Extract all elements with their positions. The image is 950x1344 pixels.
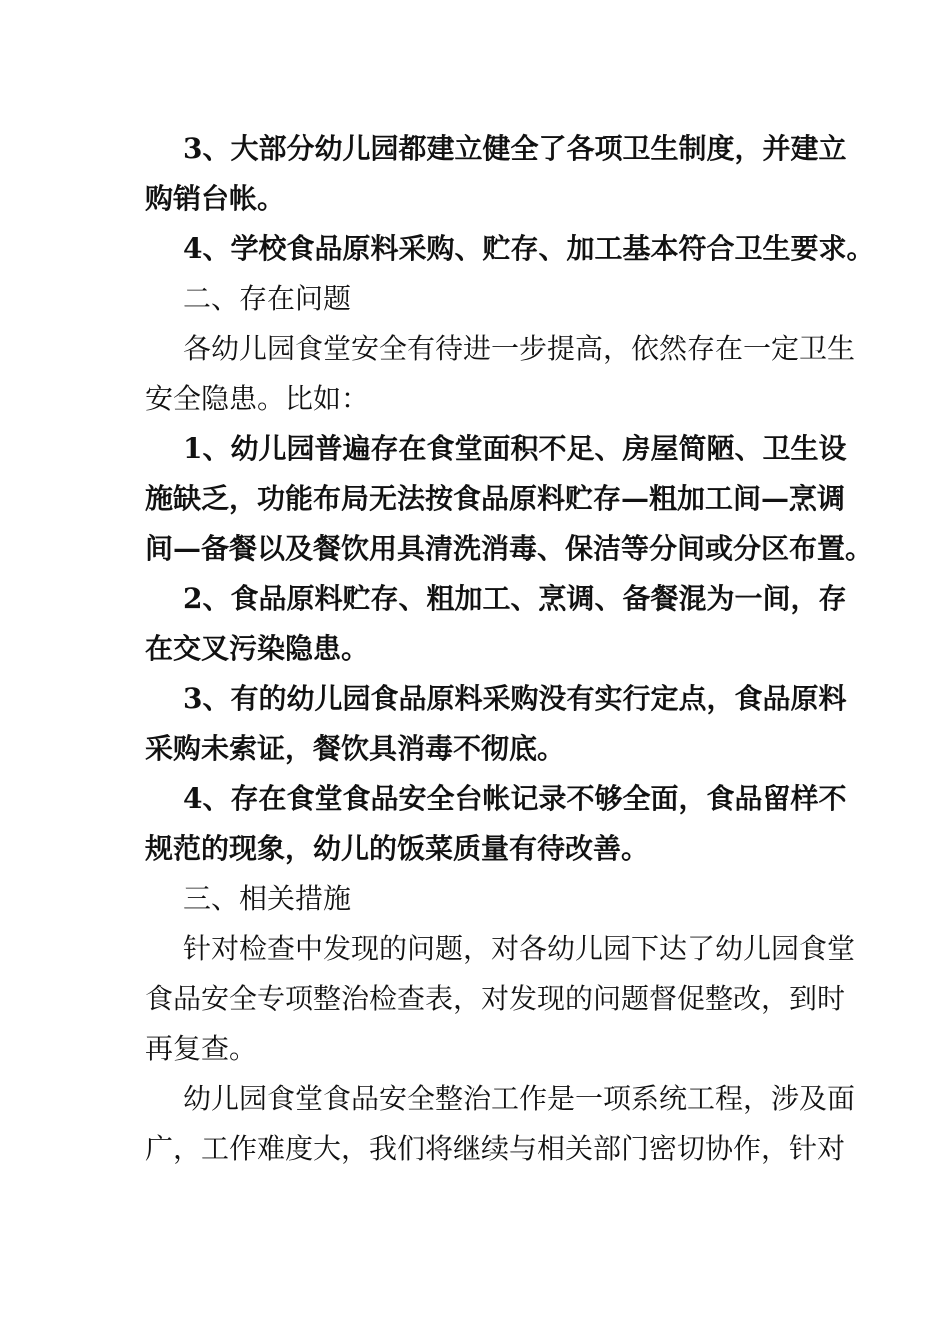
paragraph-line: 食品安全专项整治检查表，对发现的问题督促整改，到时 [145, 982, 846, 1015]
paragraph-line: 再复查。 [145, 1032, 258, 1065]
section-heading: 三、相关措施 [183, 882, 352, 915]
paragraph-line: 3、大部分幼儿园都建立健全了各项卫生制度，并建立 [183, 132, 847, 165]
paragraph-line: 在交叉污染隐患。 [145, 632, 370, 665]
paragraph-line: 安全隐患。比如： [145, 382, 370, 415]
paragraph-line: 3、有的幼儿园食品原料采购没有实行定点，食品原料 [183, 682, 847, 715]
paragraph-line: 幼儿园食堂食品安全整治工作是一项系统工程，涉及面 [183, 1082, 856, 1115]
paragraph-line: 采购未索证，餐饮具消毒不彻底。 [145, 732, 566, 765]
paragraph-line: 各幼儿园食堂安全有待进一步提高，依然存在一定卫生 [183, 332, 856, 365]
paragraph-line: 1、幼儿园普遍存在食堂面积不足、房屋简陋、卫生设 [183, 432, 847, 465]
paragraph-line: 施缺乏，功能布局无法按食品原料贮存—粗加工间—烹调 [145, 482, 846, 515]
paragraph-line: 4、学校食品原料采购、贮存、加工基本符合卫生要求。 [183, 232, 875, 265]
section-heading: 二、存在问题 [183, 282, 352, 315]
paragraph-line: 规范的现象，幼儿的饭菜质量有待改善。 [145, 832, 650, 865]
paragraph-line: 4、存在食堂食品安全台帐记录不够全面，食品留样不 [183, 782, 847, 815]
paragraph-line: 针对检查中发现的问题，对各幼儿园下达了幼儿园食堂 [183, 932, 856, 965]
paragraph-line: 广，工作难度大，我们将继续与相关部门密切协作，针对 [145, 1132, 846, 1165]
paragraph-line: 2、食品原料贮存、粗加工、烹调、备餐混为一间，存 [183, 582, 847, 615]
document-body [145, 124, 875, 1174]
paragraph-line: 购销台帐。 [145, 182, 286, 215]
paragraph-line: 间—备餐以及餐饮用具清洗消毒、保洁等分间或分区布置。 [145, 532, 874, 565]
